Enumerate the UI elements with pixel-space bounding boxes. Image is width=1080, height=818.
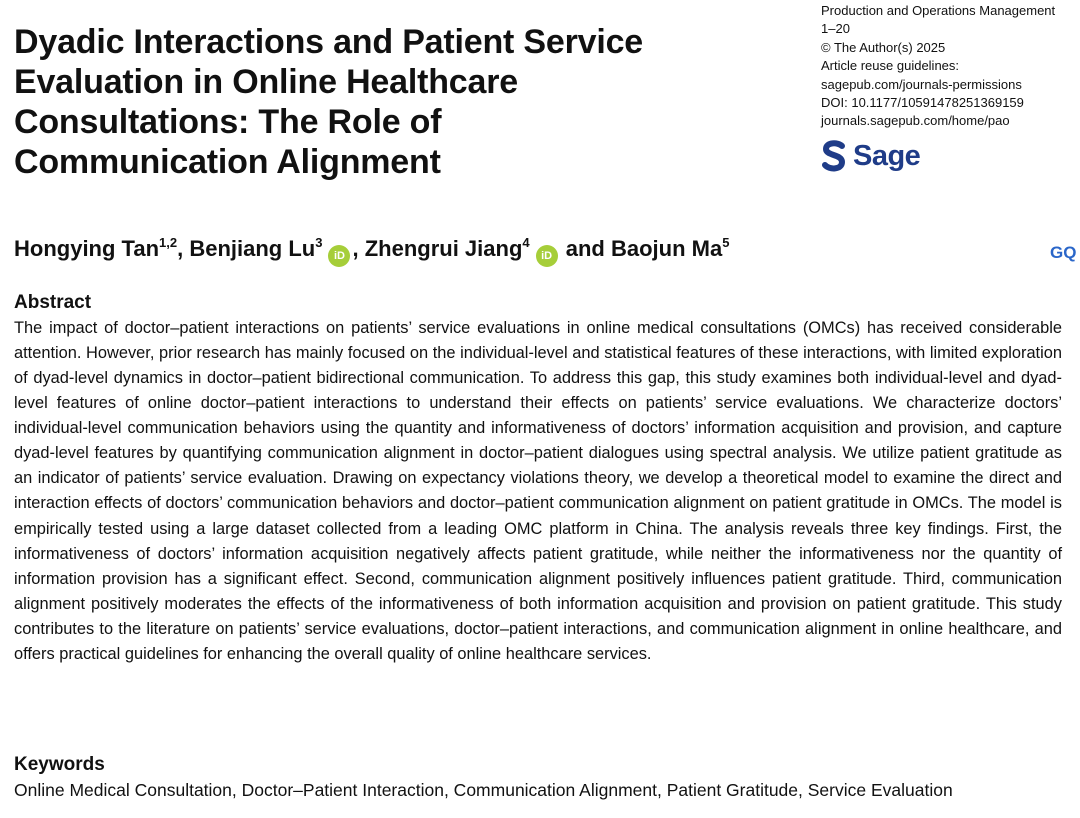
author (14, 236, 189, 261)
publisher-logo (821, 136, 920, 176)
journal-name: Production and Operations Management (821, 3, 1056, 18)
page-range: 1–20 (821, 21, 850, 37)
orcid-icon[interactable]: iD (328, 245, 350, 267)
doi-link[interactable]: DOI: 10.1177/10591478251369159 (821, 95, 1024, 111)
crossmark-badge[interactable]: GQ (1050, 243, 1077, 262)
title-line: Communication Alignment (14, 143, 441, 181)
author-affiliation: 3 (315, 235, 323, 250)
author (189, 236, 364, 261)
author-affiliation: 5 (722, 235, 730, 250)
article-title (14, 22, 774, 182)
publisher-logo-text: Sage (853, 139, 921, 172)
copyright-line: © The Author(s) 2025 (821, 39, 946, 55)
abstract-heading: Abstract (14, 292, 92, 313)
reuse-link[interactable]: sagepub.com/journals-permissions (821, 76, 1022, 92)
abstract-text: The impact of doctor–patient interactions on patients’ service evaluations in online medical consultations (OMCs) has received considerable attention. However, prior research has mainly focused on the individual-level and statistical features of these interactions, with limited exploration of dyad-level dynamics in doctor–patient bidirectional communication. To address this gap, this study examines both individual-level and dyad-level features of online doctor–patient interactions to understand their effects on patients’ service evaluations. We characterize doctors’ individual-level communication behaviors using the quantity and informativeness of doctors’ information acquisition and provision, and capture dyad-level features by quantifying communication alignment in doctor–patient dialogues using spectral analysis. We utilize patient gratitude as an indicator of patients’ service evaluation. Drawing on expectancy violations theory, we develop a theoretical model to examine the direct and interaction effects of doctors’ communication behaviors and doctor–patient communication alignment on patient gratitude in OMCs. The model is empirically tested using a large dataset collected from a leading OMC platform in China. The analysis reveals three key findings. First, the informativeness of doctors’ information acquisition negatively affects patient gratitude, while neither the informativeness nor the quantity of information provision has a significant effect. Second, communication alignment positively influences patient gratitude. Third, communication alignment positively moderates the effects of the informativeness of both information acquisition and provision on patient gratitude. This study contributes to the literature on patients’ service evaluations, doctor–patient interactions, and communication alignment in online healthcare, and offers practical guidelines for enhancing the overall quality of online healthcare services. (14, 319, 1062, 663)
keywords-heading: Keywords (14, 754, 105, 775)
title-line: Evaluation in Online Healthcare (14, 63, 518, 101)
author-name: Hongying Tan (14, 236, 160, 261)
author-name: Zhengrui Jiang (364, 236, 523, 261)
journal-meta (821, 2, 1077, 131)
author (611, 236, 729, 261)
journal-homepage-link[interactable]: journals.sagepub.com/home/pao (821, 113, 1010, 129)
author-name: Benjiang Lu (189, 236, 316, 261)
author (365, 236, 611, 261)
reuse-label: Article reuse guidelines: (821, 58, 960, 74)
orcid-icon[interactable]: iD (536, 245, 558, 267)
sage-s-icon (821, 139, 847, 173)
keywords-text: Online Medical Consultation, Doctor–Patient Interaction, Communication Alignment, Patient Gratitude, Service Evaluation (14, 780, 953, 800)
author-name: Baojun Ma (610, 236, 723, 261)
title-line: Dyadic Interactions and Patient Service (14, 23, 643, 61)
author-separator: , (177, 236, 190, 261)
author-line (14, 233, 729, 267)
author-separator: and (559, 236, 611, 261)
author-affiliation: 1,2 (159, 235, 178, 250)
author-affiliation: 4 (522, 235, 530, 250)
title-line: Consultations: The Role of (14, 103, 442, 141)
author-separator: , (352, 236, 365, 261)
